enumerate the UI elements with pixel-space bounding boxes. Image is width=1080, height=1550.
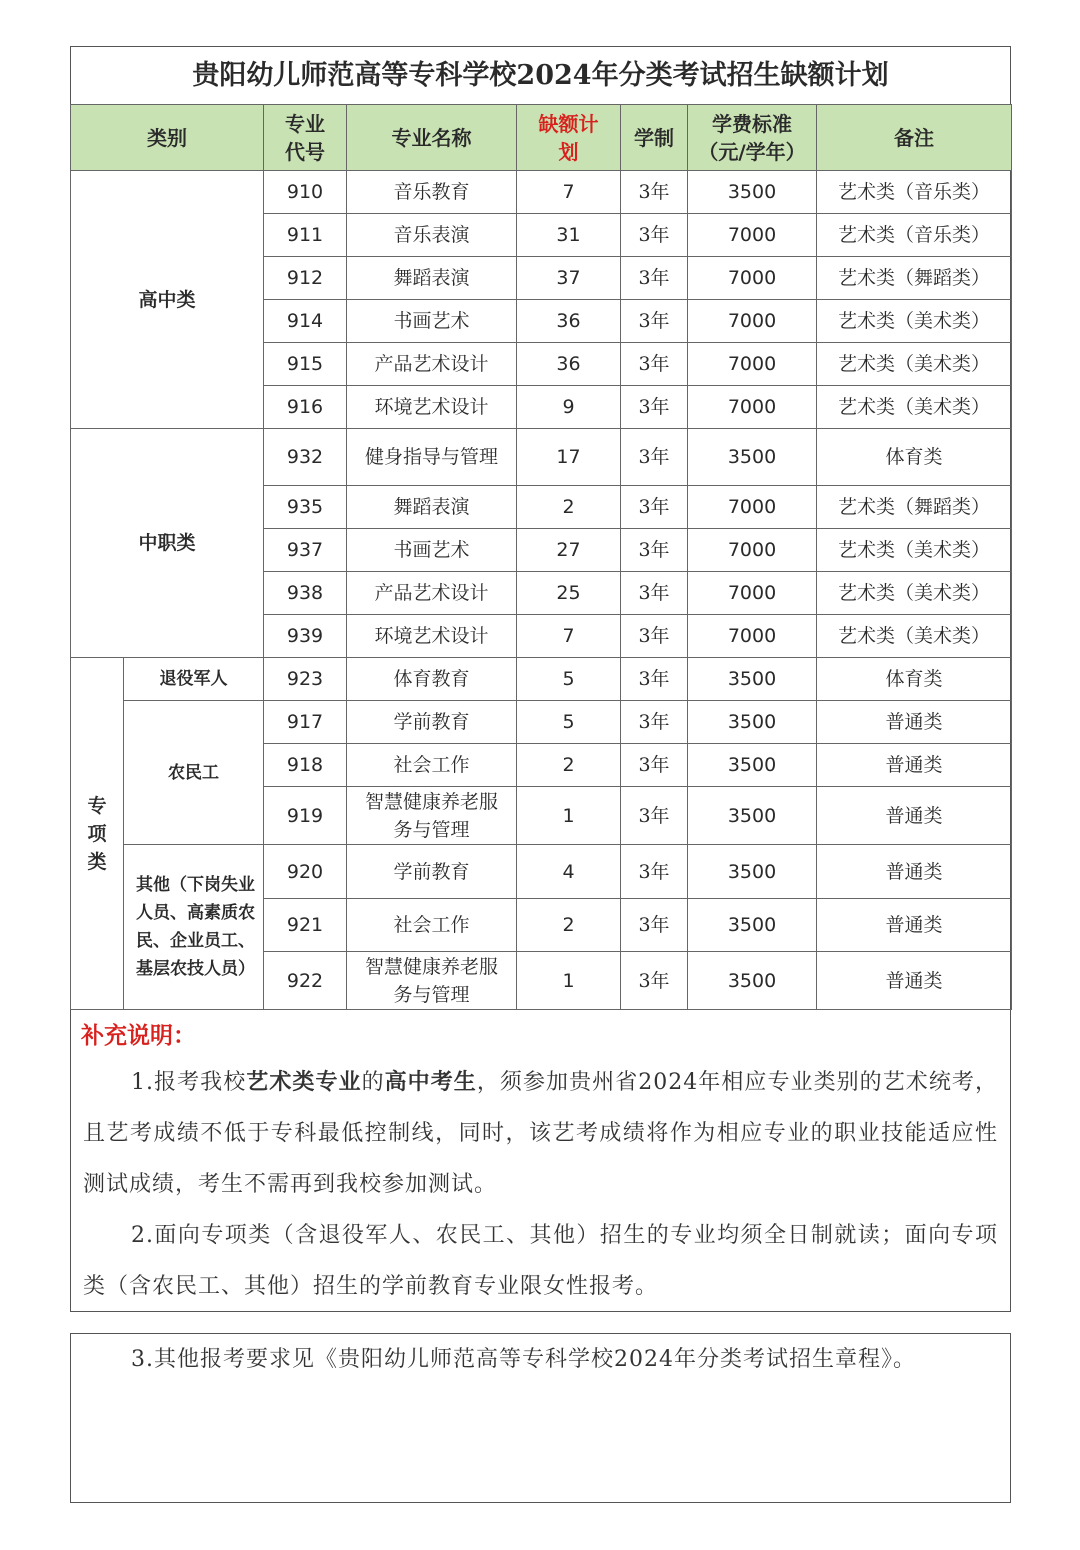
group-gaozhong: 高中类 [71,171,264,429]
cell-fee: 3500 [688,171,817,214]
cell-fee: 7000 [688,486,817,529]
cell-duration: 3年 [621,343,688,386]
cell-duration: 3年 [621,952,688,1010]
table-row [71,845,1012,899]
cell-name: 书画艺术 [347,529,517,572]
note-1-prefix: 1.报考我校 [131,1070,247,1095]
subgroup-qita: 其他（下岗失业人员、高素质农民、企业员工、基层农技人员） [124,845,264,1010]
cell-duration: 3年 [621,615,688,658]
header-quota: 缺额计划 [517,105,621,171]
cell-quota: 5 [517,658,621,701]
cell-code: 922 [264,952,347,1010]
plan-document [70,46,1011,1312]
cell-note: 艺术类（美术类） [817,572,1012,615]
cell-quota: 36 [517,300,621,343]
cell-fee: 3500 [688,744,817,787]
cell-note: 艺术类（美术类） [817,300,1012,343]
cell-code: 916 [264,386,347,429]
cell-fee: 7000 [688,615,817,658]
quota-table [70,104,1012,1010]
header-category: 类别 [71,105,264,171]
cell-note: 普通类 [817,899,1012,952]
cell-name: 音乐表演 [347,214,517,257]
cell-quota: 5 [517,701,621,744]
cell-quota: 9 [517,386,621,429]
cell-fee: 7000 [688,300,817,343]
cell-fee: 3500 [688,845,817,899]
header-name: 专业名称 [347,105,517,171]
cell-name: 产品艺术设计 [347,572,517,615]
table-row [71,658,1012,701]
cell-name: 环境艺术设计 [347,386,517,429]
cell-code: 920 [264,845,347,899]
cell-name: 智慧健康养老服务与管理 [347,787,517,845]
cell-note: 艺术类（舞蹈类） [817,486,1012,529]
cell-name: 舞蹈表演 [347,257,517,300]
cell-duration: 3年 [621,787,688,845]
cell-name: 环境艺术设计 [347,615,517,658]
cell-code: 923 [264,658,347,701]
cell-code: 912 [264,257,347,300]
cell-note: 普通类 [817,701,1012,744]
cell-quota: 7 [517,615,621,658]
header-code: 专业代号 [264,105,347,171]
cell-note: 艺术类（美术类） [817,343,1012,386]
cell-note: 体育类 [817,658,1012,701]
cell-note: 艺术类（美术类） [817,615,1012,658]
cell-code: 932 [264,429,347,486]
cell-fee: 3500 [688,429,817,486]
cell-fee: 3500 [688,952,817,1010]
cell-note: 艺术类（美术类） [817,386,1012,429]
cell-code: 915 [264,343,347,386]
table-header-row [71,105,1012,171]
notes-heading: 补充说明： [81,1022,196,1049]
cell-quota: 2 [517,744,621,787]
cell-quota: 2 [517,899,621,952]
cell-code: 921 [264,899,347,952]
cell-quota: 4 [517,845,621,899]
cell-note: 艺术类（美术类） [817,529,1012,572]
cell-code: 919 [264,787,347,845]
note-1-mid: 的 [361,1070,385,1095]
cell-fee: 3500 [688,658,817,701]
cell-quota: 27 [517,529,621,572]
cell-code: 935 [264,486,347,529]
cell-quota: 1 [517,787,621,845]
cell-code: 914 [264,300,347,343]
cell-name: 书画艺术 [347,300,517,343]
note-1-bold-highschool: 高中考生 [384,1069,477,1095]
cell-note: 普通类 [817,787,1012,845]
cell-name: 产品艺术设计 [347,343,517,386]
note-paragraph-2: 2.面向专项类（含退役军人、农民工、其他）招生的专业均须全日制就读；面向专项类（含农民工、其他）招生的学前教育专业限女性报考。 [83,1223,998,1299]
cell-note: 普通类 [817,845,1012,899]
cell-duration: 3年 [621,845,688,899]
cell-quota: 31 [517,214,621,257]
header-duration: 学制 [621,105,688,171]
group-zhuanxiang: 专项类 [71,658,124,1010]
cell-note: 艺术类（舞蹈类） [817,257,1012,300]
table-row [71,171,1012,214]
cell-duration: 3年 [621,486,688,529]
cell-code: 937 [264,529,347,572]
cell-fee: 7000 [688,214,817,257]
cell-duration: 3年 [621,529,688,572]
note-paragraph-3: 3.其他报考要求见《贵阳幼儿师范高等专科学校2024年分类考试招生章程》。 [131,1347,916,1372]
document-title: 贵阳幼儿师范高等专科学校2024年分类考试招生缺额计划 [71,47,1010,105]
cell-fee: 7000 [688,343,817,386]
cell-name: 智慧健康养老服务与管理 [347,952,517,1010]
cell-code: 939 [264,615,347,658]
note-1-rest: ，须参加贵州省2024年相应专业类别的艺术统考，且艺考成绩不低于专科最低控制线，同时，该艺考成绩将作为相应专业的职业技能适应性测试成绩，考生不需再到我校参加测试。 [83,1070,998,1197]
cell-name: 健身指导与管理 [347,429,517,486]
cell-note: 普通类 [817,744,1012,787]
cell-code: 917 [264,701,347,744]
cell-name: 体育教育 [347,658,517,701]
group-zhongzhi: 中职类 [71,429,264,658]
cell-note: 艺术类（音乐类） [817,171,1012,214]
note-paragraph-1 [83,1057,998,1210]
cell-quota: 2 [517,486,621,529]
subgroup-nongmin: 农民工 [124,701,264,845]
cell-duration: 3年 [621,701,688,744]
cell-code: 938 [264,572,347,615]
cell-fee: 7000 [688,572,817,615]
cell-code: 910 [264,171,347,214]
cell-duration: 3年 [621,386,688,429]
cell-quota: 37 [517,257,621,300]
cell-quota: 36 [517,343,621,386]
cell-name: 学前教育 [347,701,517,744]
cell-quota: 7 [517,171,621,214]
cell-duration: 3年 [621,214,688,257]
cell-duration: 3年 [621,171,688,214]
cell-fee: 7000 [688,529,817,572]
cell-note: 普通类 [817,952,1012,1010]
table-row [71,429,1012,486]
cell-duration: 3年 [621,744,688,787]
cell-duration: 3年 [621,429,688,486]
header-note: 备注 [817,105,1012,171]
cell-name: 社会工作 [347,744,517,787]
cell-note: 艺术类（音乐类） [817,214,1012,257]
cell-code: 918 [264,744,347,787]
cell-duration: 3年 [621,658,688,701]
cell-duration: 3年 [621,899,688,952]
subgroup-tuiyi: 退役军人 [124,658,264,701]
cell-note: 体育类 [817,429,1012,486]
cell-name: 社会工作 [347,899,517,952]
cell-fee: 3500 [688,701,817,744]
cell-name: 舞蹈表演 [347,486,517,529]
cell-duration: 3年 [621,572,688,615]
cell-code: 911 [264,214,347,257]
cell-fee: 7000 [688,386,817,429]
cell-duration: 3年 [621,257,688,300]
note-box-3 [70,1333,1011,1503]
table-row [71,701,1012,744]
cell-quota: 25 [517,572,621,615]
cell-fee: 3500 [688,787,817,845]
header-fee: 学费标准（元/学年） [688,105,817,171]
cell-quota: 1 [517,952,621,1010]
cell-fee: 3500 [688,899,817,952]
cell-name: 音乐教育 [347,171,517,214]
cell-duration: 3年 [621,300,688,343]
note-1-bold-art: 艺术类专业 [246,1069,362,1095]
cell-name: 学前教育 [347,845,517,899]
cell-quota: 17 [517,429,621,486]
cell-fee: 7000 [688,257,817,300]
